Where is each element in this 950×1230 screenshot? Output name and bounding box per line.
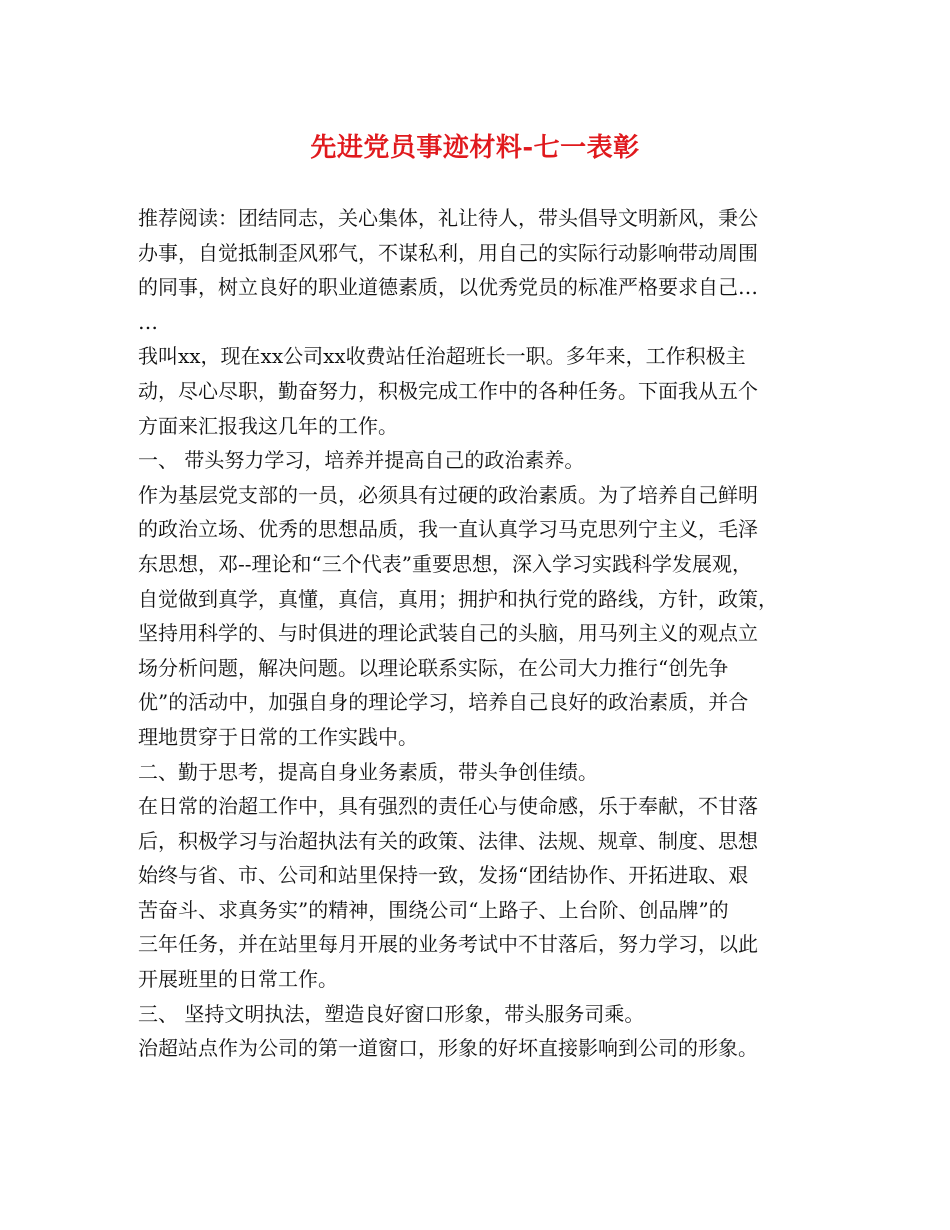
document-body bbox=[138, 201, 818, 1066]
body-line: 的政治立场、优秀的思想品质，我一直认真学习马克思列宁主义，毛泽 bbox=[138, 517, 758, 542]
body-line: 后，积极学习与治超执法有关的政策、法律、法规、规章、制度、思想 bbox=[138, 828, 758, 853]
body-line: 办事，自觉抵制歪风邪气，不谋私利，用自己的实际行动影响带动周围 bbox=[138, 240, 758, 265]
body-line: 理地贯穿于日常的工作实践中。 bbox=[138, 724, 418, 749]
body-line: 优”的活动中，加强自身的理论学习，培养自己良好的政治素质，并合 bbox=[138, 690, 749, 715]
section-heading-2: 二、勤于思考，提高自身业务素质，带头争创佳绩。 bbox=[138, 759, 598, 784]
body-line: 我叫xx，现在xx公司xx收费站任治超班长一职。多年来，工作积极主 bbox=[138, 344, 746, 369]
body-line: 自觉做到真学，真懂，真信，真用；拥护和执行党的路线，方针，政策， bbox=[138, 586, 778, 611]
body-line: 方面来汇报我这几年的工作。 bbox=[138, 413, 398, 438]
section-heading-1: 一、 带头努力学习，培养并提高自己的政治素养。 bbox=[138, 448, 585, 473]
body-line: 苦奋斗、求真务实”的精神，围绕公司“上路子、上台阶、创品牌”的 bbox=[138, 897, 729, 922]
body-line: 场分析问题，解决问题。以理论联系实际，在公司大力推行“创先争 bbox=[138, 655, 729, 680]
body-line: 治超站点作为公司的第一道窗口，形象的好坏直接影响到公司的形象。 bbox=[138, 1036, 758, 1061]
body-line: 在日常的治超工作中，具有强烈的责任心与使命感，乐于奉献，不甘落 bbox=[138, 794, 758, 819]
document-title: 先进党员事迹材料-七一表彰 bbox=[310, 133, 640, 163]
body-line: 的同事，树立良好的职业道德素质，以优秀党员的标准严格要求自己… bbox=[138, 275, 758, 300]
body-line: 三年任务，并在站里每月开展的业务考试中不甘落后，努力学习，以此 bbox=[138, 932, 758, 957]
body-line: … bbox=[138, 309, 158, 334]
body-line: 动，尽心尽职，勤奋努力，积极完成工作中的各种任务。下面我从五个 bbox=[138, 378, 758, 403]
body-line: 推荐阅读：团结同志，关心集体，礼让待人，带头倡导文明新风，秉公 bbox=[138, 206, 758, 230]
section-heading-3: 三、 坚持文明执法，塑造良好窗口形象，带头服务司乘。 bbox=[138, 1001, 645, 1026]
body-line: 作为基层党支部的一员，必须具有过硬的政治素质。为了培养自己鲜明 bbox=[138, 482, 758, 507]
body-line: 东思想，邓--理论和“三个代表”重要思想，深入学习实践科学发展观， bbox=[138, 551, 752, 576]
body-line: 坚持用科学的、与时俱进的理论武装自己的头脑，用马列主义的观点立 bbox=[138, 621, 758, 646]
body-line: 开展班里的日常工作。 bbox=[138, 967, 338, 992]
body-line: 始终与省、市、公司和站里保持一致，发扬“团结协作、开拓进取、艰 bbox=[138, 863, 749, 888]
